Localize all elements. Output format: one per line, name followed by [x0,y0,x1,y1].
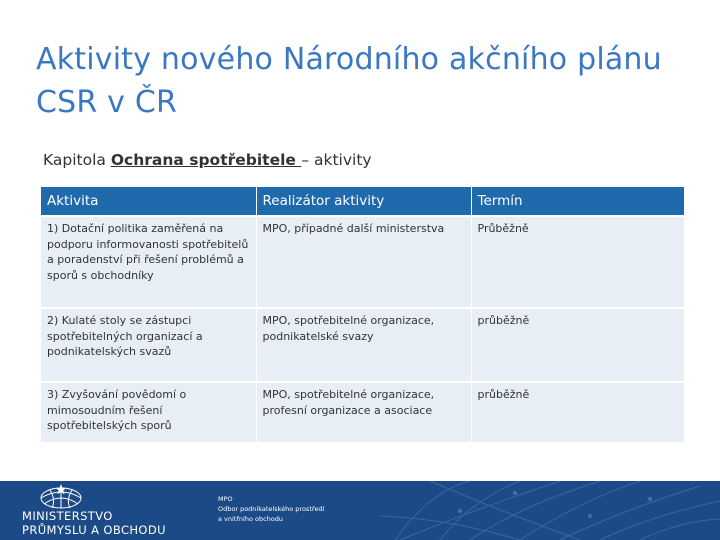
footer-bar [0,481,720,540]
header-term: Termín [471,187,684,216]
ministry-globe-icon [38,484,84,510]
cell-term: průběžně [471,308,684,382]
cell-activity: 2) Kulaté stoly se zástupci spotřebitelných organizací a podnikatelských svazů [41,308,256,382]
ministry-logo [20,481,190,540]
dept-line3: a vnitřního obchodu [218,515,284,523]
slide-title: Aktivity nového Národního akčního plánu CSR v ČR [36,42,662,120]
cell-term: Průběžně [471,216,684,308]
header-implementer: Realizátor aktivity [256,187,471,216]
cell-term: průběžně [471,382,684,442]
cell-implementer: MPO, spotřebitelné organizace, podnikatelské svazy [256,308,471,382]
activities-table [41,187,685,442]
table-row [41,382,684,442]
header-activity: Aktivita [41,187,256,216]
table-row [41,216,684,308]
cell-activity: 1) Dotační politika zaměřená na podporu informovanosti spotřebitelů a poradenství při řešení problémů a sporů s obchodníky [41,216,256,308]
subtitle-prefix: Kapitola [43,151,111,169]
table-row [41,308,684,382]
slide-subtitle [43,151,372,169]
cell-activity: 3) Zvyšování povědomí o mimosoudním řešení spotřebitelských sporů [41,382,256,442]
dept-line1: MPO [218,495,233,503]
department-info [218,494,324,524]
dept-line2: Odbor podnikatelského prostředí [218,505,325,513]
table-header-row [41,187,684,216]
cell-implementer: MPO, spotřebitelné organizace, profesní organizace a asociace [256,382,471,442]
logo-line2: PRŮMYSLU A OBCHODU [22,523,166,537]
subtitle-chapter: Ochrana spotřebitele [110,151,302,169]
subtitle-suffix: – aktivity [301,151,372,169]
logo-line1: MINISTERSTVO [22,509,113,523]
cell-implementer: MPO, případné další ministerstva [256,216,471,308]
